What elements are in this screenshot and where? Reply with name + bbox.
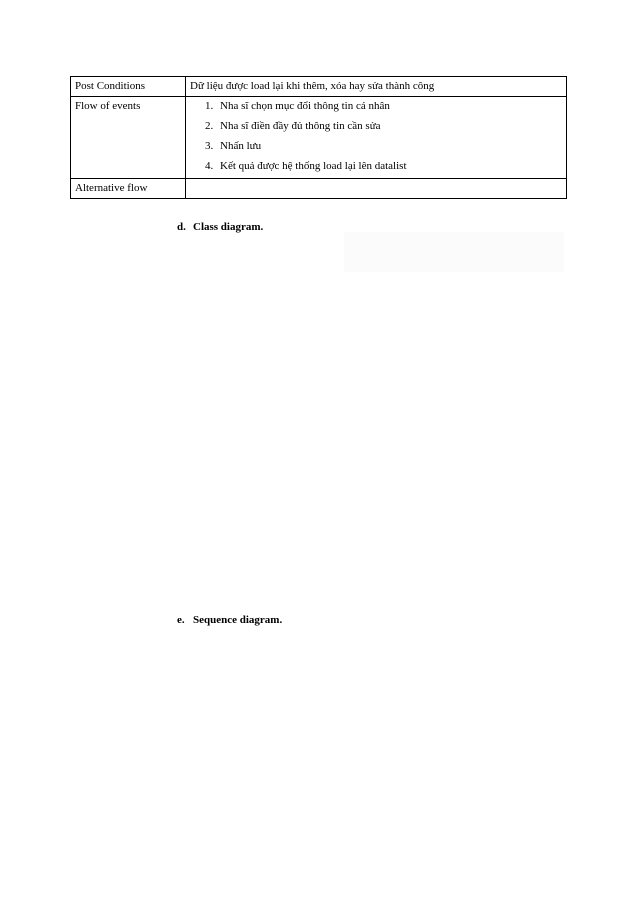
use-case-table xyxy=(70,76,567,199)
step-number: 2. xyxy=(205,120,214,132)
section-title: Class diagram. xyxy=(193,221,264,233)
table-row-post-conditions xyxy=(71,77,567,97)
post-conditions-value: Dữ liệu được load lại khi thêm, xóa hay sửa thành công xyxy=(186,77,567,97)
faded-diagram-remnant xyxy=(344,232,564,272)
flow-steps-list xyxy=(190,99,562,175)
step-number: 3. xyxy=(205,140,214,152)
alternative-flow-value xyxy=(186,179,567,199)
step-text: Nha sĩ chọn mục đổi thông tin cá nhân xyxy=(220,100,390,112)
list-item xyxy=(190,139,562,159)
table-row-alternative-flow xyxy=(71,179,567,199)
flow-of-events-label: Flow of events xyxy=(71,97,186,179)
step-number: 1. xyxy=(205,100,214,112)
step-text: Kết quả được hệ thống load lại lên datalist xyxy=(220,160,407,172)
alternative-flow-label: Alternative flow xyxy=(71,179,186,199)
step-number: 4. xyxy=(205,160,214,172)
section-marker: e. xyxy=(177,614,185,626)
flow-of-events-value xyxy=(186,97,567,179)
post-conditions-label: Post Conditions xyxy=(71,77,186,97)
table-row-flow-of-events xyxy=(71,97,567,179)
step-text: Nha sĩ điền đầy đủ thông tin cần sửa xyxy=(220,120,381,132)
section-marker: d. xyxy=(177,221,186,233)
list-item xyxy=(190,119,562,139)
sequence-diagram-heading xyxy=(177,614,282,626)
section-title: Sequence diagram. xyxy=(193,614,283,626)
list-item xyxy=(190,159,562,175)
step-text: Nhấn lưu xyxy=(220,140,262,152)
list-item xyxy=(190,99,562,119)
class-diagram-heading xyxy=(177,221,263,233)
